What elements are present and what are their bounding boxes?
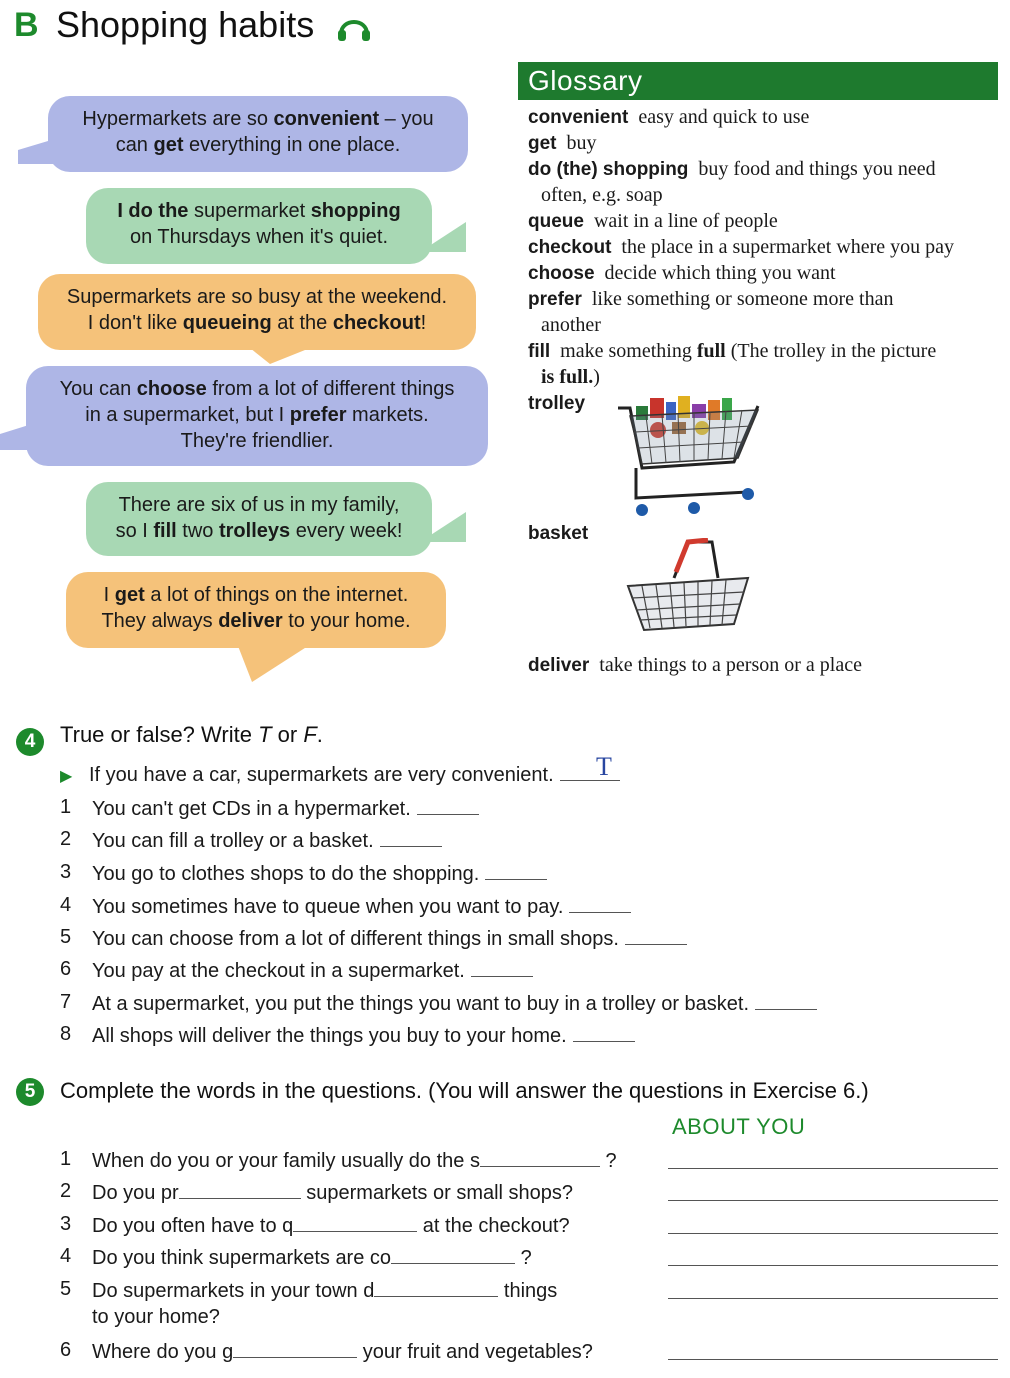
question-text: You can't get CDs in a hypermarket. — [92, 798, 411, 820]
headphones-icon[interactable] — [336, 10, 372, 42]
bubble-keyword: checkout — [332, 312, 421, 334]
glossary-entry-queue — [528, 208, 778, 234]
bubble-tail — [18, 138, 58, 164]
glossary-definition: (The trolley in the picture — [725, 340, 937, 362]
question-text: at the checkout? — [417, 1215, 570, 1237]
glossary-definition-bold: full — [696, 340, 726, 362]
glossary-entry-fill — [528, 338, 936, 390]
bubble-text: – you — [379, 108, 434, 130]
item-number: 1 — [60, 796, 72, 818]
list-item — [92, 1180, 573, 1205]
bubble-text: can — [115, 134, 154, 156]
item-number: 6 — [60, 1339, 72, 1361]
item-number: 1 — [60, 1148, 72, 1170]
bubble-keyword: get — [114, 584, 145, 606]
question-text: You sometimes have to queue when you want to pay. — [92, 896, 564, 918]
glossary-entry-do-shopping — [528, 156, 936, 208]
bubble-text: every week! — [290, 520, 403, 542]
shopping-trolley-icon — [616, 392, 766, 522]
list-item — [92, 1278, 557, 1303]
speech-bubble-1 — [48, 96, 468, 172]
question-text: Do you think supermarkets are co — [92, 1247, 392, 1269]
example-row — [60, 762, 620, 787]
glossary-entry-convenient — [528, 104, 809, 130]
glossary-definition: ) — [593, 366, 600, 388]
bubble-text: on Thursdays when it's quiet. — [129, 226, 389, 248]
list-item — [92, 991, 817, 1016]
list-item — [92, 1213, 570, 1238]
item-number: 3 — [60, 861, 72, 883]
question-text: If you have a car, supermarkets are very convenient. — [88, 764, 554, 786]
bubble-text: a lot of things on the internet. — [144, 584, 409, 606]
word-blank[interactable] — [233, 1339, 357, 1358]
item-number: 6 — [60, 958, 72, 980]
item-number: 4 — [60, 1245, 72, 1267]
handwritten-answer: T — [596, 752, 612, 781]
bubble-keyword: deliver — [218, 610, 283, 632]
glossary-term: convenient — [528, 107, 629, 128]
word-blank[interactable] — [391, 1245, 515, 1264]
bubble-tail — [250, 348, 310, 364]
bubble-text: Supermarkets are so busy at the weekend. — [66, 286, 448, 308]
list-item — [92, 1339, 593, 1364]
bubble-keyword: queueing — [182, 312, 272, 334]
about-you-answer-line[interactable] — [668, 1199, 998, 1201]
bubble-text: They're friendlier. — [180, 430, 334, 452]
about-you-answer-line[interactable] — [668, 1167, 998, 1169]
question-text: You can fill a trolley or a basket. — [92, 830, 374, 852]
glossary-entry-choose — [528, 260, 836, 286]
glossary-term: get — [528, 133, 557, 154]
answer-blank[interactable] — [485, 861, 547, 880]
question-text: Do you often have to q — [92, 1215, 294, 1237]
question-text: Where do you g — [92, 1341, 234, 1363]
glossary-term: basket — [528, 523, 589, 544]
glossary-entry-checkout — [528, 234, 954, 260]
exercise-title: Complete the words in the questions. (You will answer the questions in Exercise 6.) — [60, 1078, 869, 1103]
answer-blank[interactable] — [569, 894, 631, 913]
glossary-entry-deliver — [528, 652, 862, 678]
bubble-tail — [238, 646, 308, 682]
bubble-text: everything in one place. — [183, 134, 401, 156]
triangle-arrow-icon: ▶ — [60, 768, 73, 785]
question-text: You can choose from a lot of different things in small shops. — [92, 928, 619, 950]
bubble-keyword: fill — [153, 520, 177, 542]
item-number: 4 — [60, 894, 72, 916]
exercise-title-text: . — [316, 722, 323, 747]
list-item — [92, 958, 533, 983]
bubble-keyword: shopping — [310, 200, 401, 222]
glossary-definition: often, e.g. soap — [541, 184, 663, 206]
bubble-text: I — [103, 584, 115, 606]
answer-blank[interactable] — [625, 926, 687, 945]
speech-bubble-2 — [86, 188, 432, 264]
word-blank[interactable] — [293, 1213, 417, 1232]
glossary-definition: another — [541, 314, 601, 336]
section-letter: B — [14, 6, 39, 44]
exercise-title-text: F — [303, 722, 317, 747]
speech-bubble-3 — [38, 274, 476, 350]
glossary-term: trolley — [528, 393, 586, 414]
glossary-definition: buy food and things you need — [698, 158, 936, 180]
glossary-entry-trolley — [528, 390, 585, 416]
exercise-number-badge: 5 — [16, 1078, 44, 1106]
question-text: ? — [599, 1150, 617, 1172]
bubble-text: from a lot of different things — [206, 378, 455, 400]
glossary-term: choose — [528, 263, 595, 284]
answer-blank[interactable] — [417, 796, 479, 815]
list-item — [92, 828, 442, 853]
glossary-definition: wait in a line of people — [593, 210, 778, 232]
bubble-keyword: get — [153, 134, 184, 156]
bubble-keyword: convenient — [273, 108, 380, 130]
glossary-term: checkout — [528, 237, 612, 258]
word-blank[interactable] — [179, 1180, 301, 1199]
bubble-text: There are six of us in my family, — [118, 494, 400, 516]
glossary-definition-bold: is full. — [541, 366, 594, 388]
item-number: 2 — [60, 1180, 72, 1202]
glossary-entry-prefer — [528, 286, 893, 338]
list-item — [92, 1148, 617, 1173]
glossary-heading: Glossary — [518, 62, 998, 100]
about-you-answer-line[interactable] — [668, 1297, 998, 1299]
question-text: Do you pr — [92, 1182, 179, 1204]
speech-bubble-6 — [66, 572, 446, 648]
glossary-term: deliver — [528, 655, 590, 676]
glossary-term: prefer — [528, 289, 582, 310]
exercise-title-text: True or false? Write — [60, 722, 259, 747]
list-item — [92, 1245, 532, 1270]
bubble-text: markets. — [346, 404, 429, 426]
question-text: Do supermarkets in your town d — [92, 1280, 375, 1302]
speech-bubble-4 — [26, 366, 488, 466]
bubble-keyword: prefer — [289, 404, 347, 426]
bubble-text: They always — [101, 610, 219, 632]
bubble-keyword: choose — [136, 378, 207, 400]
speech-bubble-5 — [86, 482, 432, 556]
answer-blank[interactable] — [573, 1023, 635, 1042]
glossary-term: queue — [528, 211, 584, 232]
glossary-definition: decide which thing you want — [604, 262, 836, 284]
glossary-entry-get — [528, 130, 597, 156]
glossary-definition: easy and quick to use — [638, 106, 810, 128]
bubble-text: ! — [420, 312, 427, 334]
list-item — [92, 926, 687, 951]
question-text: things — [498, 1280, 558, 1302]
list-item — [92, 894, 631, 919]
item-number: 3 — [60, 1213, 72, 1235]
question-text: your fruit and vegetables? — [357, 1341, 593, 1363]
answer-blank[interactable] — [380, 828, 442, 847]
list-item — [92, 796, 479, 821]
glossary-definition: make something — [560, 340, 697, 362]
bubble-tail — [420, 212, 466, 252]
list-item — [92, 1023, 635, 1048]
question-text: You pay at the checkout in a supermarket. — [92, 960, 465, 982]
word-blank[interactable] — [374, 1278, 498, 1297]
question-text: At a supermarket, you put the things you want to buy in a trolley or basket. — [92, 993, 750, 1015]
item-number: 5 — [60, 1278, 72, 1300]
glossary-definition: like something or someone more than — [591, 288, 894, 310]
glossary-definition: buy — [566, 132, 597, 154]
item-number: 2 — [60, 828, 72, 850]
about-you-answer-line[interactable] — [668, 1232, 998, 1234]
question-text: ? — [515, 1247, 532, 1269]
question-text: supermarkets or small shops? — [300, 1182, 574, 1204]
answer-blank[interactable] — [755, 991, 817, 1010]
list-item-continued: to your home? — [92, 1306, 220, 1328]
bubble-text: I don't like — [87, 312, 183, 334]
bubble-text: to your home. — [282, 610, 411, 632]
bubble-text: in a supermarket, but I — [85, 404, 290, 426]
section-title: Shopping habits — [56, 4, 315, 45]
glossary-definition: the place in a supermarket where you pay — [621, 236, 955, 258]
bubble-text: You can — [59, 378, 137, 400]
word-blank[interactable] — [480, 1148, 600, 1167]
bubble-tail — [0, 424, 32, 450]
glossary-term: fill — [528, 341, 551, 362]
bubble-text: two — [176, 520, 219, 542]
exercise-title-text: T — [258, 722, 272, 747]
bubble-text: Hypermarkets are so — [82, 108, 274, 130]
answer-blank[interactable] — [471, 958, 533, 977]
glossary-term: do (the) shopping — [528, 159, 689, 180]
bubble-text: so I — [115, 520, 154, 542]
shopping-basket-icon — [624, 538, 754, 634]
bubble-text: supermarket — [188, 200, 311, 222]
about-you-answer-line[interactable] — [668, 1358, 998, 1360]
glossary-definition: take things to a person or a place — [599, 654, 862, 676]
item-number: 5 — [60, 926, 72, 948]
glossary-entry-basket — [528, 520, 588, 546]
question-text: All shops will deliver the things you buy to your home. — [92, 1025, 567, 1047]
item-number: 8 — [60, 1023, 72, 1045]
bubble-keyword: trolleys — [218, 520, 291, 542]
list-item — [92, 861, 547, 886]
question-text: You go to clothes shops to do the shopping. — [92, 863, 480, 885]
bubble-tail — [420, 502, 466, 542]
exercise-number-badge: 4 — [16, 728, 44, 756]
bubble-text: at the — [271, 312, 333, 334]
exercise-title-text: or — [271, 722, 304, 747]
item-number: 7 — [60, 991, 72, 1013]
exercise-title — [60, 722, 323, 748]
bubble-keyword: I do the — [117, 200, 189, 222]
about-you-heading: ABOUT YOU — [672, 1114, 806, 1139]
about-you-answer-line[interactable] — [668, 1264, 998, 1266]
question-text: When do you or your family usually do the s — [92, 1150, 480, 1172]
